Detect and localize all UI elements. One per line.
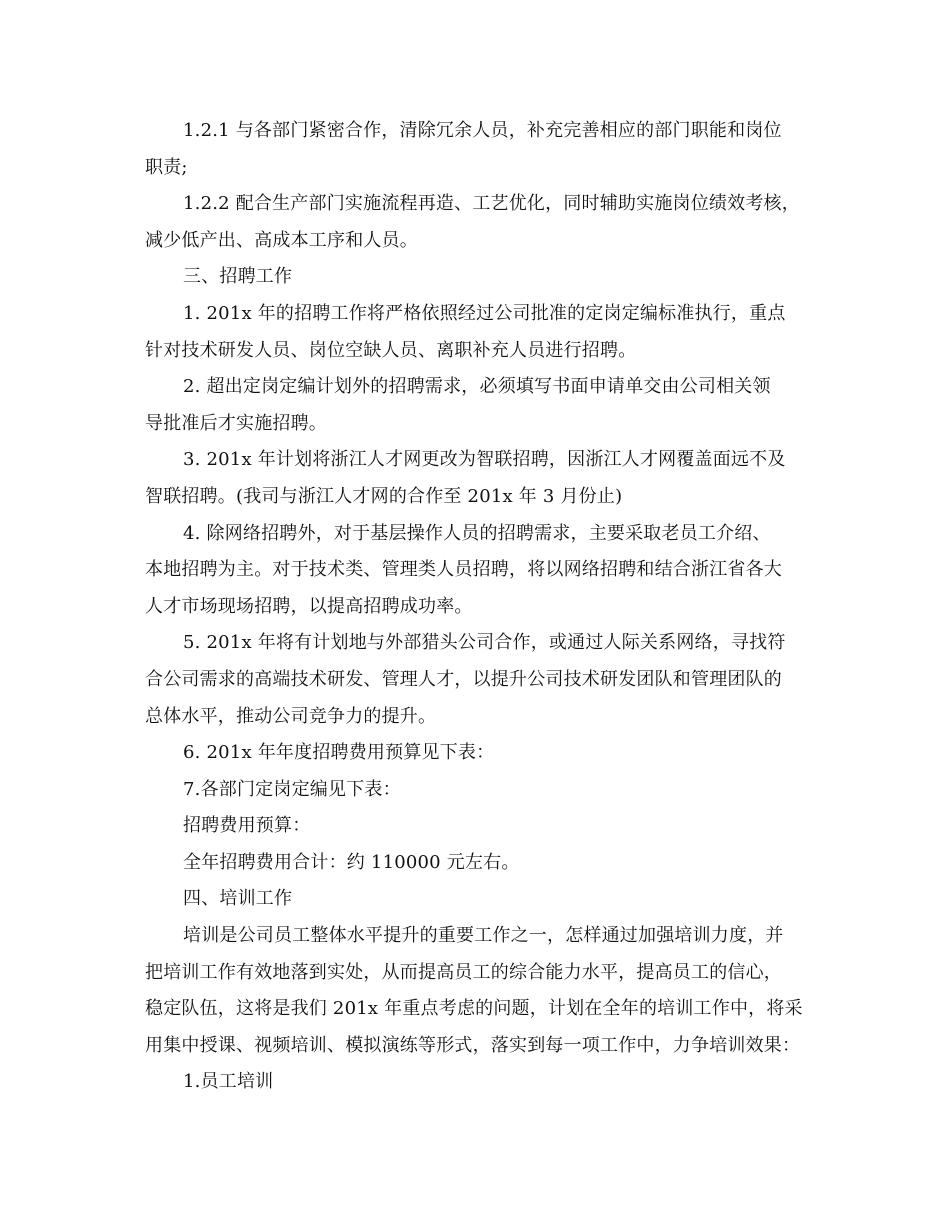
text-line: 稳定队伍，这将是我们 201x 年重点考虑的问题，计划在全年的培训工作中，将采 bbox=[145, 998, 803, 1020]
text-line: 1.2.2 配合生产部门实施流程再造、工艺优化，同时辅助实施岗位绩效考核， bbox=[183, 193, 800, 215]
text-line: 7.各部门定岗定编见下表： bbox=[183, 778, 401, 800]
text-line: 4. 除网络招聘外，对于基层操作人员的招聘需求，主要采取老员工介绍、 bbox=[183, 522, 771, 544]
text-line: 减少低产出、高成本工序和人员。 bbox=[145, 229, 418, 251]
text-line: 招聘费用预算： bbox=[183, 815, 311, 837]
text-line: 职责; bbox=[145, 156, 188, 178]
text-line: 1.2.1 与各部门紧密合作，清除冗余人员，补充完善相应的部门职能和岗位 bbox=[183, 120, 782, 141]
text-line: 5. 201x 年将有计划地与外部猎头公司合作，或通过人际关系网络，寻找符 bbox=[183, 632, 786, 654]
section-heading-recruitment: 三、招聘工作 bbox=[183, 266, 293, 288]
subsection-heading-staff-training: 1.员工培训 bbox=[183, 1071, 274, 1093]
text-line: 6. 201x 年年度招聘费用预算见下表： bbox=[183, 742, 495, 764]
section-heading-training: 四、培训工作 bbox=[183, 888, 293, 910]
text-line: 把培训工作有效地落到实处，从而提高员工的综合能力水平，提高员工的信心， bbox=[145, 961, 782, 983]
text-line: 针对技术研发人员、岗位空缺人员、离职补充人员进行招聘。 bbox=[145, 339, 637, 361]
text-line: 全年招聘费用合计：约 110000 元左右。 bbox=[183, 851, 520, 873]
text-line: 导批准后才实施招聘。 bbox=[145, 412, 327, 434]
text-line: 1. 201x 年的招聘工作将严格依照经过公司批准的定岗定编标准执行，重点 bbox=[183, 302, 786, 324]
text-line: 用集中授课、视频培训、模拟演练等形式，落实到每一项工作中，力争培训效果： bbox=[145, 1034, 801, 1056]
text-line: 培训是公司员工整体水平提升的重要工作之一，怎样通过加强培训力度，并 bbox=[183, 925, 784, 947]
text-line: 智联招聘。(我司与浙江人才网的合作至 201x 年 3 月份止) bbox=[145, 485, 623, 507]
text-line: 总体水平，推动公司竞争力的提升。 bbox=[145, 705, 437, 727]
text-line: 3. 201x 年计划将浙江人才网更改为智联招聘，因浙江人才网覆盖面远不及 bbox=[183, 449, 786, 471]
document-body bbox=[145, 113, 805, 1101]
text-line: 人才市场现场招聘，以提高招聘成功率。 bbox=[145, 595, 473, 617]
text-line: 合公司需求的高端技术研发、管理人才，以提升公司技术研发团队和管理团队的 bbox=[145, 668, 782, 690]
text-line: 本地招聘为主。对于技术类、管理类人员招聘，将以网络招聘和结合浙江省各大 bbox=[145, 559, 782, 581]
text-line: 2. 超出定岗定编计划外的招聘需求，必须填写书面申请单交由公司相关领 bbox=[183, 376, 771, 398]
